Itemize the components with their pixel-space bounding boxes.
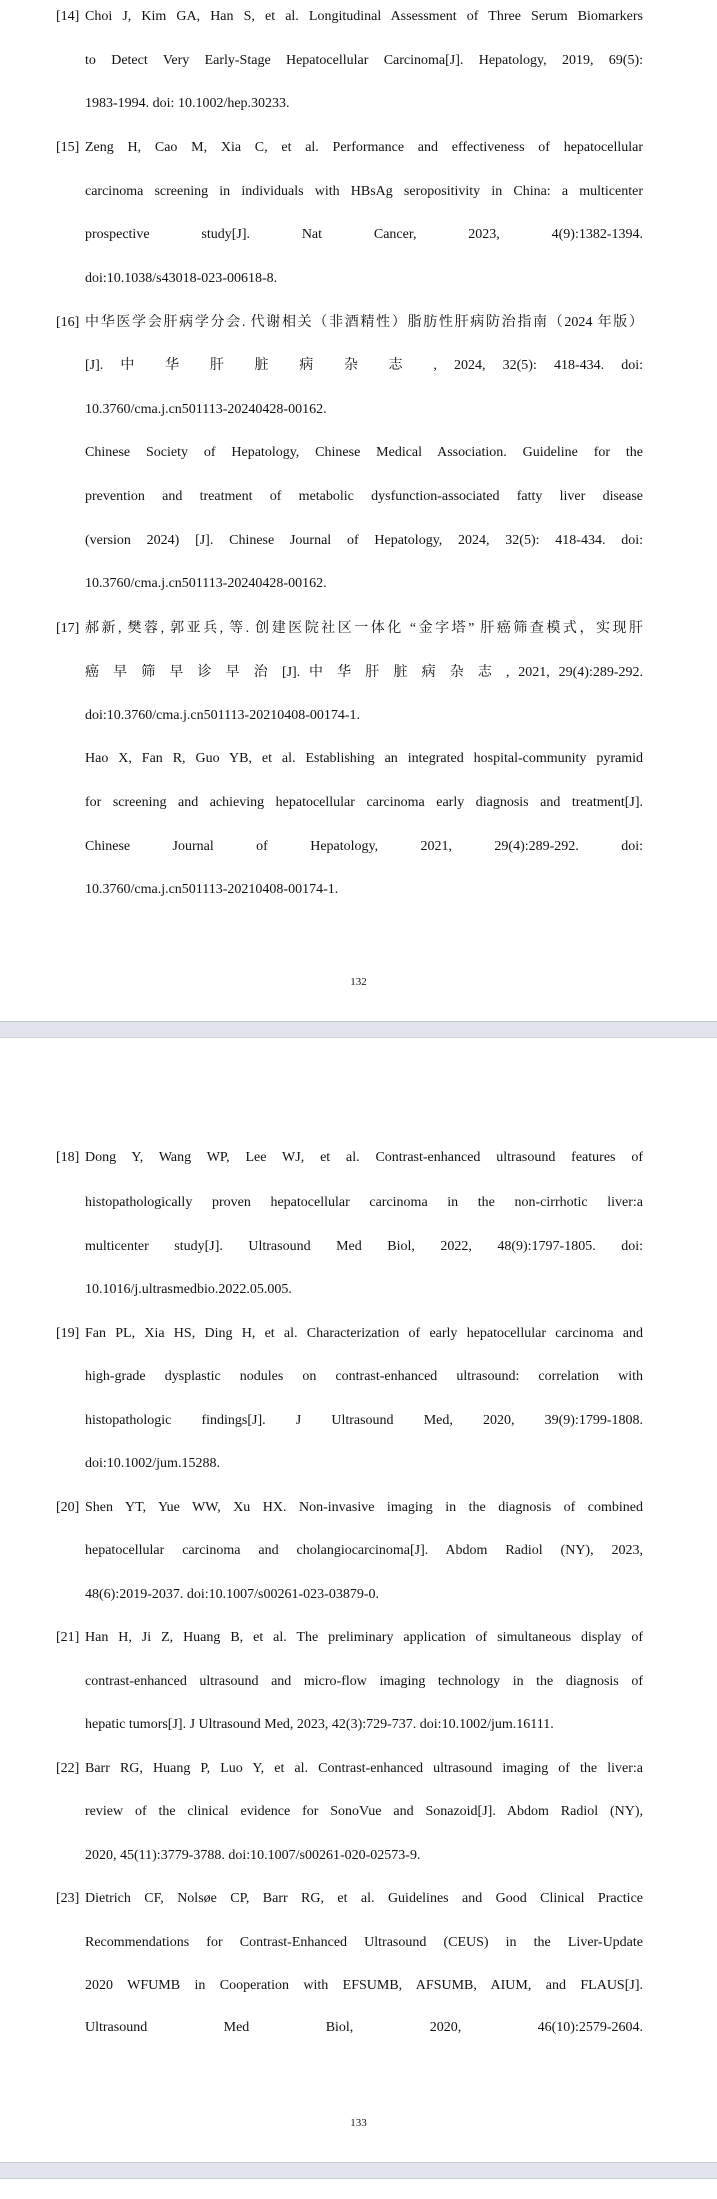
reference-line: histopathologic findings[J]. J Ultrasound Med, 2020, 39(9):1799-1808. xyxy=(85,1413,643,1428)
reference-line: 48(6):2019-2037. doi:10.1007/s00261-023-03879-0. xyxy=(85,1587,379,1602)
reference-line: carcinoma screening in individuals with HBsAg seropositivity in China: a multicenter xyxy=(85,184,643,199)
reference-line: 2020 WFUMB in Cooperation with EFSUMB, AFSUMB, AIUM, and FLAUS[J]. xyxy=(85,1978,643,1993)
reference-line: prevention and treatment of metabolic dysfunction-associated fatty liver disease xyxy=(85,489,643,504)
reference-line: to Detect Very Early-Stage Hepatocellular Carcinoma[J]. Hepatology, 2019, 69(5): xyxy=(85,53,643,68)
reference-line: Chinese Journal of Hepatology, 2021, 29(4):289-292. doi: xyxy=(85,839,643,854)
reference-line: 癌 早 筛 早 诊 早 治 [J]. 中 华 肝 脏 病 杂 志 , 2021, 29(4):289-292. xyxy=(85,665,643,680)
reference-line: Dietrich CF, Nolsøe CP, Barr RG, et al. Guidelines and Good Clinical Practice xyxy=(85,1891,643,1906)
reference-line: 中华医学会肝病学分会. 代谢相关（非酒精性）脂肪性肝病防治指南（2024 年版） xyxy=(85,315,643,330)
reference-label: [16] xyxy=(56,315,80,330)
reference-line: 10.3760/cma.j.cn501113-20240428-00162. xyxy=(85,576,327,591)
reference-line: (version 2024) [J]. Chinese Journal of Hepatology, 2024, 32(5): 418-434. doi: xyxy=(85,533,643,548)
reference-line: contrast-enhanced ultrasound and micro-flow imaging technology in the diagnosis of xyxy=(85,1674,643,1689)
reference-label: [18] xyxy=(56,1150,80,1165)
page-number: 133 xyxy=(350,2117,367,2129)
reference-label: [17] xyxy=(56,621,80,636)
reference-line: Ultrasound Med Biol, 2020, 46(10):2579-2604. xyxy=(85,2020,643,2035)
reference-line: Recommendations for Contrast-Enhanced Ultrasound (CEUS) in the Liver-Update xyxy=(85,1935,643,1950)
reference-line: 1983-1994. doi: 10.1002/hep.30233. xyxy=(85,96,290,111)
reference-label: [15] xyxy=(56,140,80,155)
reference-line: Chinese Society of Hepatology, Chinese Medical Association. Guideline for the xyxy=(85,445,643,460)
reference-line: 10.3760/cma.j.cn501113-20210408-00174-1. xyxy=(85,882,339,897)
reference-line: Fan PL, Xia HS, Ding H, et al. Characterization of early hepatocellular carcinoma and xyxy=(85,1326,643,1341)
reference-line: multicenter study[J]. Ultrasound Med Biol, 2022, 48(9):1797-1805. doi: xyxy=(85,1239,643,1254)
reference-line: Choi J, Kim GA, Han S, et al. Longitudinal Assessment of Three Serum Biomarkers xyxy=(85,9,643,24)
reference-line: doi:10.1002/jum.15288. xyxy=(85,1456,220,1471)
reference-line: prospective study[J]. Nat Cancer, 2023, 4(9):1382-1394. xyxy=(85,227,643,242)
reference-label: [20] xyxy=(56,1500,80,1515)
reference-line: 10.3760/cma.j.cn501113-20240428-00162. xyxy=(85,402,327,417)
reference-label: [19] xyxy=(56,1326,80,1341)
page-number: 132 xyxy=(350,976,367,988)
reference-line: Hao X, Fan R, Guo YB, et al. Establishing an integrated hospital-community pyramid xyxy=(85,751,643,766)
reference-line: for screening and achieving hepatocellular carcinoma early diagnosis and treatment[J]. xyxy=(85,795,643,810)
reference-line: Shen YT, Yue WW, Xu HX. Non-invasive imaging in the diagnosis of combined xyxy=(85,1500,643,1515)
reference-line: histopathologically proven hepatocellular carcinoma in the non-cirrhotic liver:a xyxy=(85,1195,643,1210)
reference-line: hepatocellular carcinoma and cholangiocarcinoma[J]. Abdom Radiol (NY), 2023, xyxy=(85,1543,643,1558)
reference-line: Han H, Ji Z, Huang B, et al. The preliminary application of simultaneous display of xyxy=(85,1630,643,1645)
reference-line: 2020, 45(11):3779-3788. doi:10.1007/s00261-020-02573-9. xyxy=(85,1848,421,1863)
reference-line: review of the clinical evidence for SonoVue and Sonazoid[J]. Abdom Radiol (NY), xyxy=(85,1804,643,1819)
reference-line: 10.1016/j.ultrasmedbio.2022.05.005. xyxy=(85,1282,292,1297)
reference-label: [23] xyxy=(56,1891,80,1906)
reference-line: doi:10.3760/cma.j.cn501113-20210408-00174-1. xyxy=(85,708,361,723)
reference-label: [21] xyxy=(56,1630,80,1645)
reference-line: 郝新, 樊蓉, 郭亚兵, 等. 创建医院社区一体化 “金字塔” 肝癌筛查模式，实现肝 xyxy=(85,621,643,636)
page-separator xyxy=(0,2162,717,2179)
reference-line: Barr RG, Huang P, Luo Y, et al. Contrast-enhanced ultrasound imaging of the liver:a xyxy=(85,1761,643,1776)
reference-line: hepatic tumors[J]. J Ultrasound Med, 2023, 42(3):729-737. doi:10.1002/jum.16111. xyxy=(85,1717,554,1732)
reference-line: Dong Y, Wang WP, Lee WJ, et al. Contrast-enhanced ultrasound features of xyxy=(85,1150,643,1165)
reference-line: doi:10.1038/s43018-023-00618-8. xyxy=(85,271,278,286)
page-separator xyxy=(0,1021,717,1038)
reference-line: [J]. 中 华 肝 脏 病 杂 志 , 2024, 32(5): 418-434. doi: xyxy=(85,358,643,373)
reference-line: high-grade dysplastic nodules on contrast-enhanced ultrasound: correlation with xyxy=(85,1369,643,1384)
reference-label: [22] xyxy=(56,1761,80,1776)
reference-label: [14] xyxy=(56,9,80,24)
reference-line: Zeng H, Cao M, Xia C, et al. Performance and effectiveness of hepatocellular xyxy=(85,140,643,155)
